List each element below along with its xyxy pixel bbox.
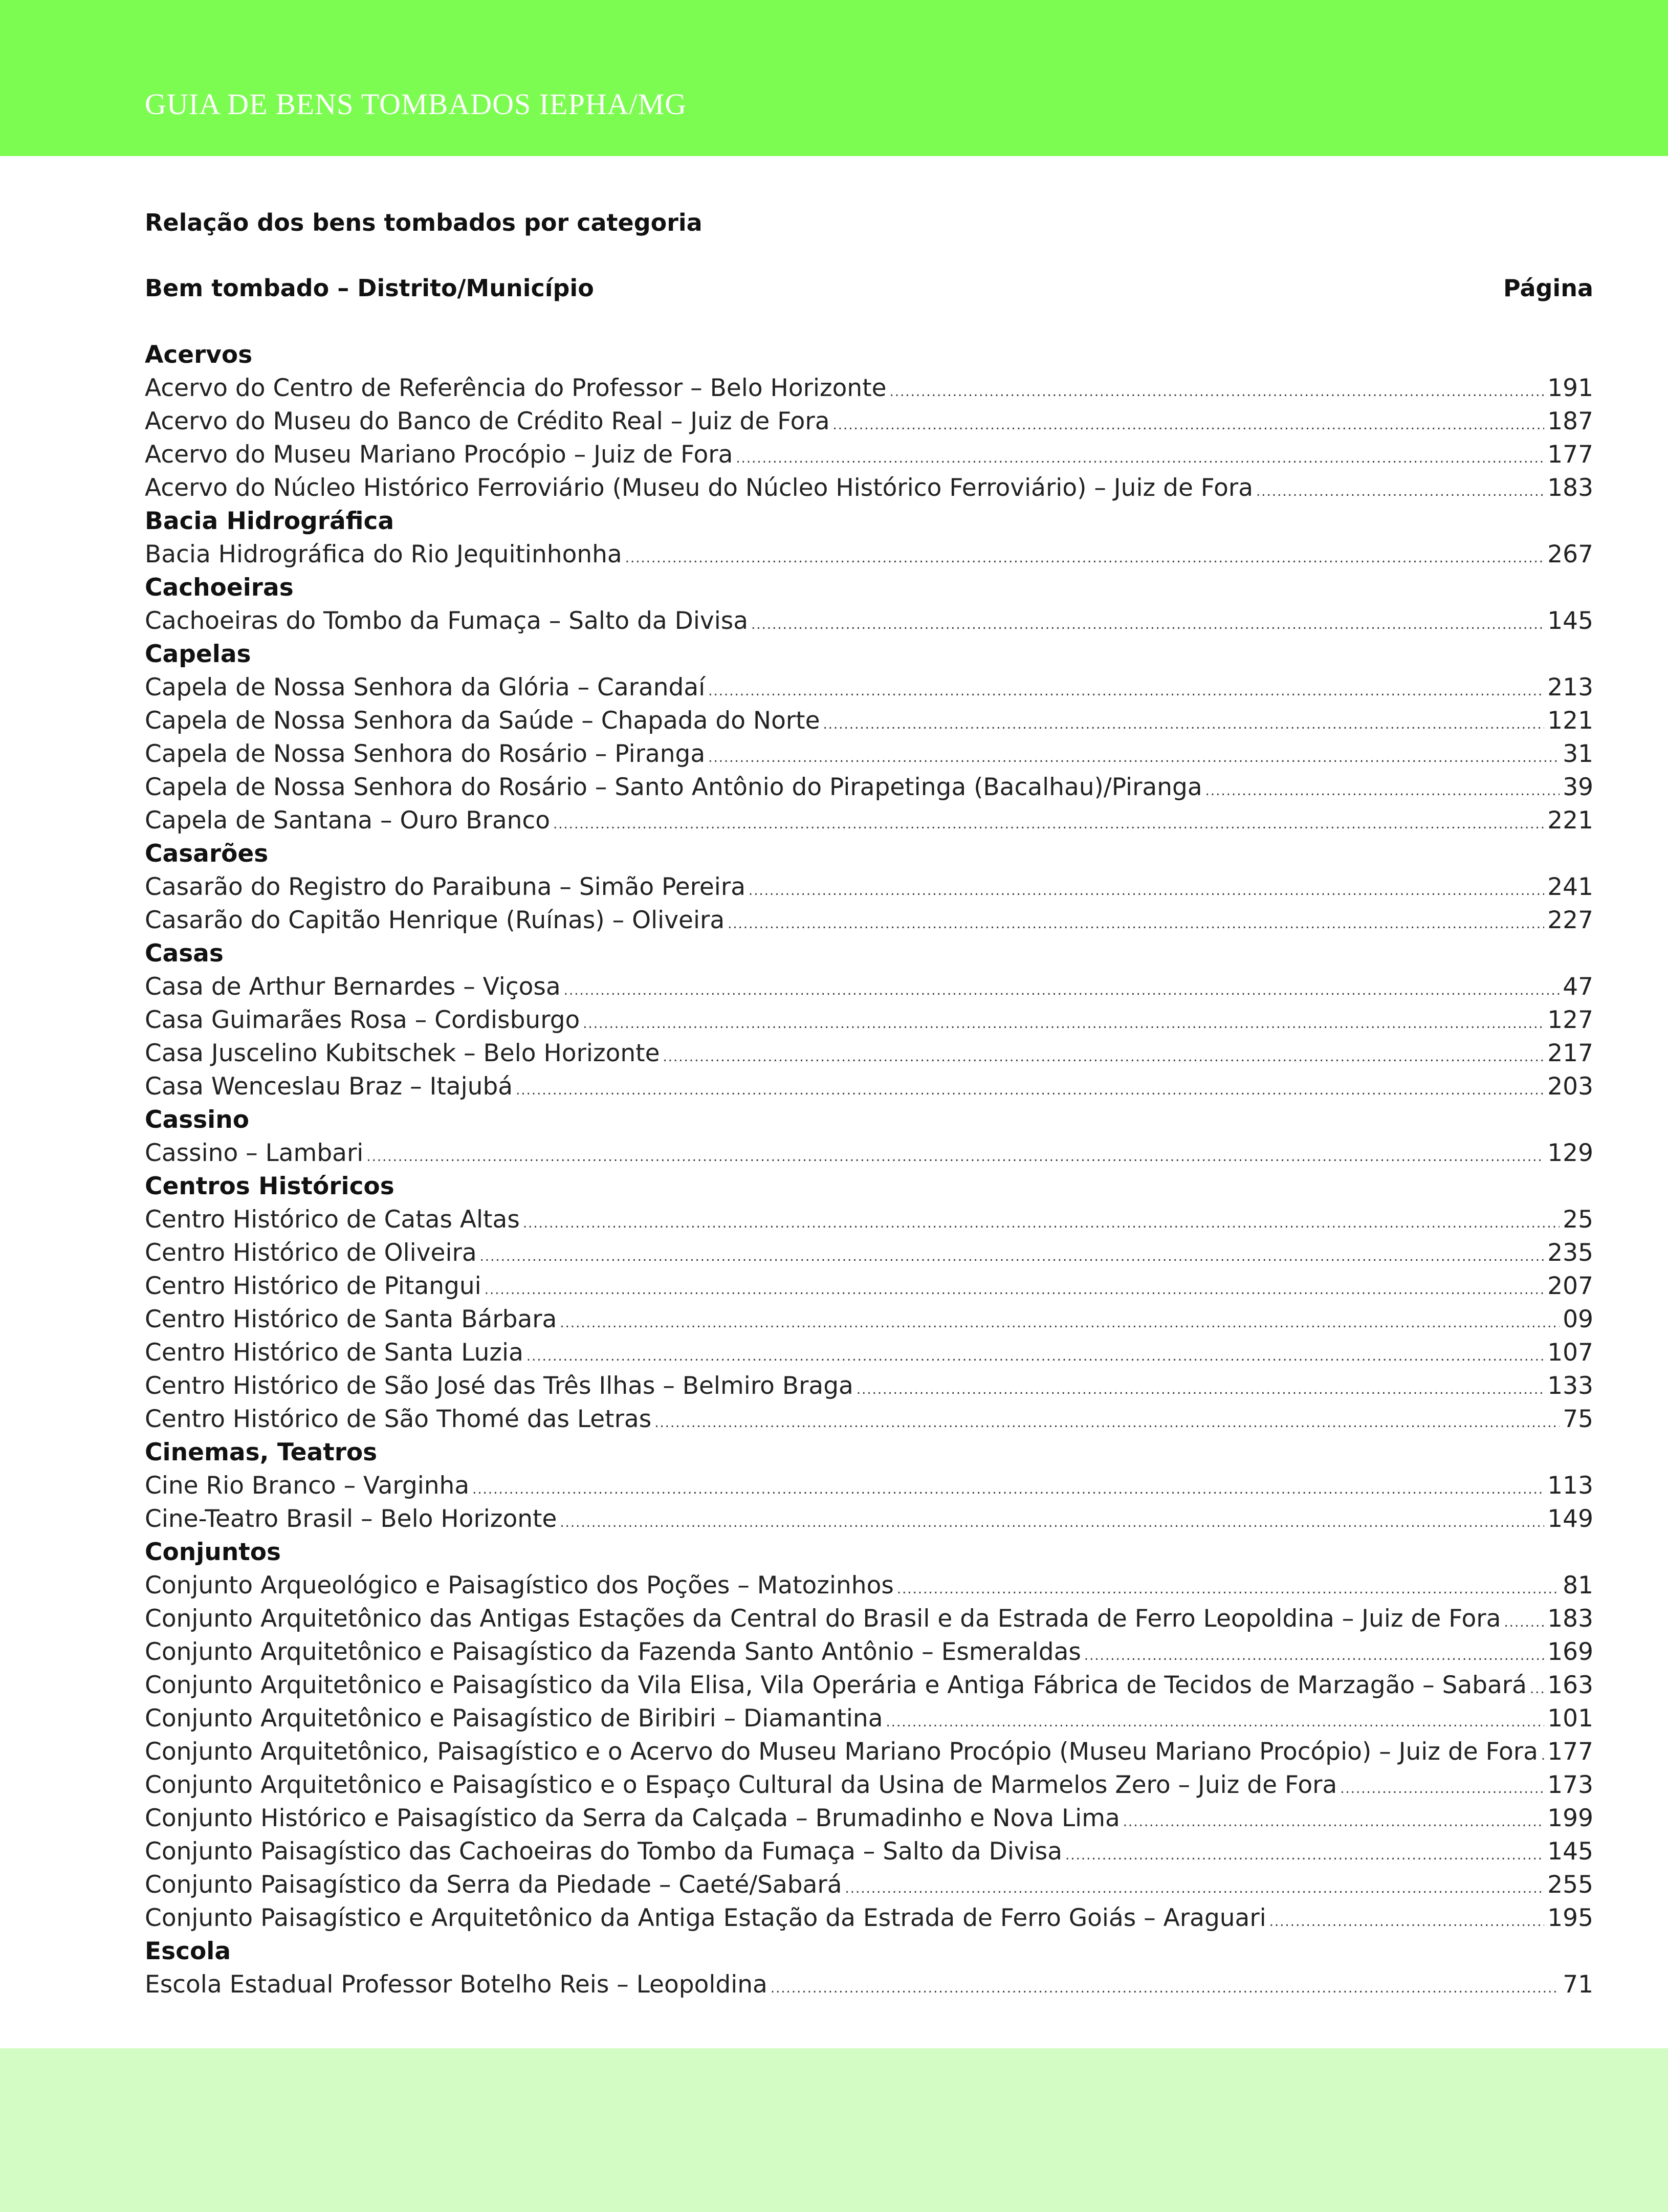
dot-leader bbox=[857, 1373, 1544, 1407]
item-title: Conjunto Arquitetônico e Paisagístico da Vila Elisa, Vila Operária e Antiga Fábrica de Tecidos de Marzagão – Sabará bbox=[145, 1671, 1527, 1699]
item-title: Capela de Santana – Ouro Branco bbox=[145, 806, 551, 835]
list-item bbox=[145, 1236, 1593, 1269]
item-page-number: 169 bbox=[1547, 1638, 1593, 1666]
item-title: Casa Wenceslau Braz – Itajubá bbox=[145, 1072, 513, 1101]
header-bar bbox=[0, 0, 1668, 156]
header-title: GUIA DE BENS TOMBADOS IEPHA/MG bbox=[145, 87, 687, 121]
list-item bbox=[145, 1702, 1593, 1735]
item-title: Conjunto Paisagístico e Arquitetônico da Antiga Estação da Estrada de Ferro Goiás – Araguari bbox=[145, 1904, 1266, 1932]
item-title: Casa de Arthur Bernardes – Viçosa bbox=[145, 973, 561, 1001]
list-item bbox=[145, 1569, 1593, 1602]
item-title: Capela de Nossa Senhora da Saúde – Chapada do Norte bbox=[145, 707, 820, 735]
item-title: Conjunto Arquitetônico e Paisagístico e o Espaço Cultural da Usina de Marmelos Zero – Juiz de Fora bbox=[145, 1771, 1337, 1799]
dot-leader bbox=[583, 1008, 1544, 1041]
item-page-number: 47 bbox=[1563, 973, 1593, 1001]
category-heading: Casas bbox=[145, 939, 224, 968]
category-heading: Cachoeiras bbox=[145, 574, 294, 602]
item-title: Acervo do Museu do Banco de Crédito Real – Juiz de Fora bbox=[145, 407, 830, 435]
category-heading: Conjuntos bbox=[145, 1538, 281, 1566]
list-item bbox=[145, 870, 1593, 904]
dot-leader bbox=[751, 608, 1544, 642]
item-page-number: 81 bbox=[1563, 1571, 1593, 1600]
dot-leader bbox=[560, 1307, 1560, 1340]
list-item bbox=[145, 804, 1593, 837]
item-title: Conjunto Arquitetônico, Paisagístico e o Acervo do Museu Mariano Procópio (Museu Mariano Procópio) – Juiz de Fora bbox=[145, 1738, 1538, 1766]
category-heading: Acervos bbox=[145, 341, 253, 369]
dot-leader bbox=[1205, 775, 1560, 808]
item-title: Capela de Nossa Senhora do Rosário – Piranga bbox=[145, 740, 706, 768]
dot-leader bbox=[526, 1340, 1544, 1373]
dot-leader bbox=[736, 442, 1544, 475]
item-page-number: 183 bbox=[1547, 474, 1593, 502]
item-title: Conjunto Arqueológico e Paisagístico dos Poções – Matozinhos bbox=[145, 1571, 894, 1600]
list-item bbox=[145, 1303, 1593, 1336]
item-page-number: 71 bbox=[1563, 1970, 1593, 1999]
dot-leader bbox=[1340, 1772, 1544, 1806]
category-heading: Cinemas, Teatros bbox=[145, 1438, 378, 1466]
item-page-number: 183 bbox=[1547, 1605, 1593, 1633]
item-title: Conjunto Arquitetônico e Paisagístico de Biribiri – Diamantina bbox=[145, 1704, 883, 1733]
dot-leader bbox=[480, 1240, 1545, 1274]
item-page-number: 235 bbox=[1547, 1239, 1593, 1267]
index-content bbox=[145, 207, 1593, 2001]
list-item bbox=[145, 704, 1593, 737]
item-page-number: 25 bbox=[1563, 1206, 1593, 1234]
item-page-number: 149 bbox=[1547, 1505, 1593, 1533]
item-page-number: 101 bbox=[1547, 1704, 1593, 1733]
category-heading: Escola bbox=[145, 1937, 231, 1965]
item-title: Cassino – Lambari bbox=[145, 1139, 364, 1167]
item-title: Centro Histórico de Santa Bárbara bbox=[145, 1305, 557, 1333]
item-title: Acervo do Núcleo Histórico Ferroviário (Museu do Núcleo Histórico Ferroviário) – Juiz de Fora bbox=[145, 474, 1254, 502]
dot-leader bbox=[890, 376, 1545, 409]
item-title: Capela de Nossa Senhora da Glória – Carandaí bbox=[145, 673, 706, 702]
item-title: Casa Guimarães Rosa – Cordisburgo bbox=[145, 1006, 580, 1034]
dot-leader bbox=[897, 1573, 1560, 1606]
item-title: Conjunto Paisagístico da Serra da Piedade – Caeté/Sabará bbox=[145, 1871, 842, 1899]
item-title: Capela de Nossa Senhora do Rosário – Santo Antônio do Pirapetinga (Bacalhau)/Piranga bbox=[145, 773, 1202, 801]
list-item bbox=[145, 737, 1593, 771]
item-page-number: 129 bbox=[1547, 1139, 1593, 1167]
item-title: Cine-Teatro Brasil – Belo Horizonte bbox=[145, 1505, 557, 1533]
list-item bbox=[145, 1269, 1593, 1303]
list-item bbox=[145, 1602, 1593, 1635]
item-title: Casarão do Registro do Paraibuna – Simão Pereira bbox=[145, 873, 745, 901]
item-title: Conjunto Paisagístico das Cachoeiras do Tombo da Fumaça – Salto da Divisa bbox=[145, 1837, 1063, 1866]
item-title: Escola Estadual Professor Botelho Reis – Leopoldina bbox=[145, 1970, 767, 1999]
footer-bar bbox=[0, 2048, 1668, 2212]
item-page-number: 107 bbox=[1547, 1339, 1593, 1367]
list-item bbox=[145, 1136, 1593, 1170]
dot-leader bbox=[771, 1972, 1560, 2005]
list-item bbox=[145, 471, 1593, 505]
item-page-number: 195 bbox=[1547, 1904, 1593, 1932]
dot-leader bbox=[1504, 1606, 1544, 1639]
item-title: Conjunto Histórico e Paisagístico da Serra da Calçada – Brumadinho e Nova Lima bbox=[145, 1804, 1120, 1832]
list-item bbox=[145, 371, 1593, 405]
list-item bbox=[145, 771, 1593, 804]
item-title: Cachoeiras do Tombo da Fumaça – Salto da Divisa bbox=[145, 607, 749, 635]
dot-leader bbox=[833, 409, 1545, 442]
item-page-number: 173 bbox=[1547, 1771, 1593, 1799]
item-title: Acervo do Centro de Referência do Professor – Belo Horizonte bbox=[145, 374, 887, 402]
list-item bbox=[145, 1403, 1593, 1436]
dot-leader bbox=[654, 1407, 1560, 1440]
item-title: Conjunto Arquitetônico das Antigas Estações da Central do Brasil e da Estrada de Ferro Leopoldina – Juiz de Fora bbox=[145, 1605, 1501, 1633]
dot-leader bbox=[845, 1872, 1545, 1906]
item-page-number: 145 bbox=[1547, 1837, 1593, 1866]
item-page-number: 207 bbox=[1547, 1272, 1593, 1300]
list-item bbox=[145, 1203, 1593, 1236]
dot-leader bbox=[1256, 475, 1544, 509]
dot-leader bbox=[516, 1074, 1544, 1107]
list-item bbox=[145, 1669, 1593, 1702]
item-page-number: 31 bbox=[1563, 740, 1593, 768]
column-header-page: Página bbox=[1503, 274, 1593, 302]
item-page-number: 163 bbox=[1547, 1671, 1593, 1699]
list-item bbox=[145, 1901, 1593, 1935]
list-item bbox=[145, 1835, 1593, 1868]
item-page-number: 113 bbox=[1547, 1472, 1593, 1500]
dot-leader bbox=[553, 808, 1544, 841]
item-page-number: 133 bbox=[1547, 1372, 1593, 1400]
item-page-number: 39 bbox=[1563, 773, 1593, 801]
list-item bbox=[145, 604, 1593, 638]
item-page-number: 241 bbox=[1547, 873, 1593, 901]
list-item bbox=[145, 904, 1593, 937]
list-item bbox=[145, 1003, 1593, 1037]
item-page-number: 127 bbox=[1547, 1006, 1593, 1034]
category-heading: Capelas bbox=[145, 640, 251, 668]
item-page-number: 75 bbox=[1563, 1405, 1593, 1433]
column-headers bbox=[145, 273, 1593, 303]
dot-leader bbox=[560, 1506, 1544, 1540]
list-item bbox=[145, 1336, 1593, 1369]
item-page-number: 121 bbox=[1547, 707, 1593, 735]
dot-leader bbox=[366, 1141, 1544, 1174]
dot-leader bbox=[523, 1207, 1560, 1240]
item-page-number: 227 bbox=[1547, 906, 1593, 934]
category-heading: Cassino bbox=[145, 1106, 250, 1134]
list-item bbox=[145, 538, 1593, 571]
list-item bbox=[145, 405, 1593, 438]
list-item bbox=[145, 1968, 1593, 2001]
dot-leader bbox=[708, 741, 1560, 775]
list-item bbox=[145, 1070, 1593, 1103]
item-page-number: 09 bbox=[1563, 1305, 1593, 1333]
dot-leader bbox=[823, 708, 1545, 741]
list-item bbox=[145, 438, 1593, 471]
dot-leader bbox=[708, 675, 1544, 708]
item-title: Casa Juscelino Kubitschek – Belo Horizonte bbox=[145, 1039, 660, 1067]
dot-leader bbox=[564, 974, 1560, 1008]
list-item bbox=[145, 970, 1593, 1003]
item-page-number: 177 bbox=[1547, 441, 1593, 469]
dot-leader bbox=[728, 908, 1544, 941]
list-item bbox=[145, 1868, 1593, 1901]
index-list bbox=[145, 338, 1593, 2001]
list-item bbox=[145, 1735, 1593, 1768]
list-item bbox=[145, 1502, 1593, 1536]
item-page-number: 145 bbox=[1547, 607, 1593, 635]
item-title: Acervo do Museu Mariano Procópio – Juiz de Fora bbox=[145, 441, 733, 469]
dot-leader bbox=[1065, 1839, 1544, 1872]
dot-leader bbox=[1084, 1639, 1544, 1673]
item-title: Centro Histórico de Pitangui bbox=[145, 1272, 481, 1300]
list-item bbox=[145, 671, 1593, 704]
item-page-number: 203 bbox=[1547, 1072, 1593, 1101]
dot-leader bbox=[625, 542, 1545, 575]
dot-leader bbox=[663, 1041, 1545, 1074]
dot-leader bbox=[485, 1274, 1545, 1307]
category-heading: Centros Históricos bbox=[145, 1172, 394, 1200]
item-page-number: 187 bbox=[1547, 407, 1593, 435]
item-title: Centro Histórico de São José das Três Ilhas – Belmiro Braga bbox=[145, 1372, 853, 1400]
column-header-item: Bem tombado – Distrito/Município bbox=[145, 274, 594, 302]
item-title: Cine Rio Branco – Varginha bbox=[145, 1472, 470, 1500]
item-page-number: 199 bbox=[1547, 1804, 1593, 1832]
list-item bbox=[145, 1469, 1593, 1502]
item-page-number: 255 bbox=[1547, 1871, 1593, 1899]
item-title: Bacia Hidrográfica do Rio Jequitinhonha bbox=[145, 540, 622, 568]
item-page-number: 267 bbox=[1547, 540, 1593, 568]
dot-leader bbox=[1123, 1806, 1544, 1839]
item-title: Conjunto Arquitetônico e Paisagístico da Fazenda Santo Antônio – Esmeraldas bbox=[145, 1638, 1081, 1666]
dot-leader bbox=[749, 874, 1544, 908]
item-page-number: 177 bbox=[1547, 1738, 1593, 1766]
dot-leader bbox=[886, 1706, 1545, 1739]
item-page-number: 191 bbox=[1547, 374, 1593, 402]
dot-leader bbox=[1530, 1673, 1544, 1706]
item-title: Centro Histórico de São Thomé das Letras bbox=[145, 1405, 652, 1433]
section-title: Relação dos bens tombados por categoria bbox=[145, 209, 703, 236]
list-item bbox=[145, 1802, 1593, 1835]
item-page-number: 221 bbox=[1547, 806, 1593, 835]
item-title: Centro Histórico de Oliveira bbox=[145, 1239, 477, 1267]
dot-leader bbox=[1269, 1906, 1545, 1939]
item-page-number: 213 bbox=[1547, 673, 1593, 702]
item-title: Centro Histórico de Catas Altas bbox=[145, 1206, 520, 1234]
list-item bbox=[145, 1768, 1593, 1802]
item-title: Casarão do Capitão Henrique (Ruínas) – Oliveira bbox=[145, 906, 725, 934]
list-item bbox=[145, 1037, 1593, 1070]
category-heading: Bacia Hidrográfica bbox=[145, 507, 394, 535]
list-item bbox=[145, 1635, 1593, 1669]
category-heading: Casarões bbox=[145, 840, 269, 868]
item-page-number: 217 bbox=[1547, 1039, 1593, 1067]
dot-leader bbox=[1541, 1739, 1544, 1772]
dot-leader bbox=[472, 1473, 1544, 1506]
list-item bbox=[145, 1369, 1593, 1403]
item-title: Centro Histórico de Santa Luzia bbox=[145, 1339, 523, 1367]
